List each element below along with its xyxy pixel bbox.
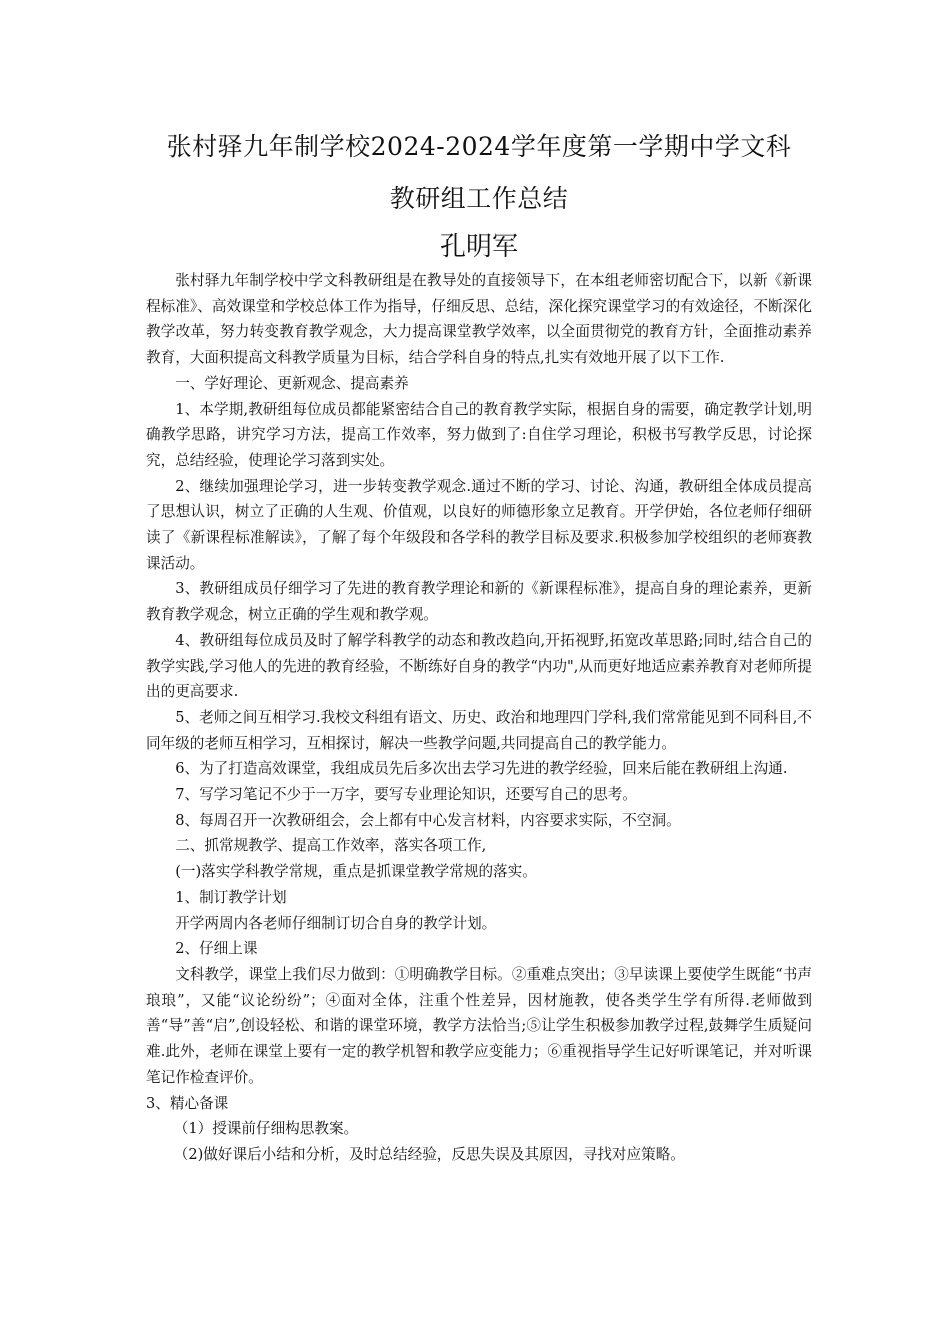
paragraph-plan: 开学两周内各老师仔细制订切合自身的教学计划。 [175, 914, 497, 932]
document-title-line-2: 教研组工作总结 [389, 184, 569, 213]
paragraph-class: 文科教学，课堂上我们尽力做到：①明确教学目标。②重难点突出；③早读课上要使学生既能“书声琅琅”，又能“议论纷纷”；④面对全体，注重个性差异，因材施教，使各类学生学有所得.老师做到善“导”善“启”,创设轻松、和谐的课堂环境，教学方法恰当;⑤让学生积极参加教学过程,鼓舞学生质疑问难.此外，老师在课堂上要有一定的教学机智和教学应变能力；⑥重视指导学生记好听课笔记，并对听课笔记作检查评价。 [146, 965, 812, 1086]
document-title-line-1: 张村驿九年制学校2024-2024学年度第一学期中学文科 [166, 132, 792, 161]
subsection-heading: (一)落实学科教学常规，重点是抓课堂教学常规的落实。 [175, 863, 537, 881]
paragraph-item-1: 1、本学期,教研组每位成员都能紧密结合自己的教育教学实际，根据自身的需要，确定教学计划,明确教学思路，讲究学习方法，提高工作效率，努力做到了:自住学习理论，积极书写教学反思，讨论探究，总结经验，使理论学习落到实处。 [146, 400, 812, 469]
paragraph-prep-2: （2)做好课后小结和分析，及时总结经验，反思失误及其原因，寻找对应策略。 [173, 1145, 685, 1163]
paragraph-item-7: 7、写学习笔记不少于一万字，要写专业理论知识，还要写自己的思考。 [175, 786, 637, 804]
document-body [146, 268, 812, 1168]
paragraph-item-3: 3、教研组成员仔细学习了先进的教育教学理论和新的《新课程标准》，提高自身的理论素养，更新教育教学观念，树立正确的学生观和教学观。 [146, 580, 812, 624]
paragraph-item-5: 5、老师之间互相学习.我校文科组有语文、历史、政治和地理四门学科,我们常常能见到不同科目,不同年级的老师互相学习，互相探讨，解决一些教学问题,共同提高自己的教学能力。 [146, 708, 812, 752]
document-author: 孔明军 [439, 232, 518, 262]
paragraph-item-6: 6、为了打造高效课堂，我组成员先后多次出去学习先进的教学经验，回来后能在教研组上沟通. [175, 760, 788, 778]
document-page [146, 132, 812, 1168]
section-heading-2: 二、抓常规教学、提高工作效率，落实各项工作, [175, 837, 487, 855]
paragraph-prep-1: （1）授课前仔细构思教案。 [173, 1120, 359, 1138]
paragraph-item-4: 4、教研组每位成员及时了解学科教学的动态和教改趋向,开拓视野,拓宽改革思路;同时,结合自己的教学实践,学习他人的先进的教育经验，不断练好自身的教学“内功",从而更好地适应素养教育对老师所提出的更高要求. [146, 631, 812, 701]
paragraph-item-8: 8、每周召开一次教研组会，会上都有中心发言材料，内容要求实际，不空洞。 [175, 811, 681, 829]
paragraph-intro: 张村驿九年制学校中学文科教研组是在教导处的直接领导下，在本组老师密切配合下，以新《新课程标准》、高效课堂和学校总体工作为指导，仔细反思、总结，深化探究课堂学习的有效途径，不断深化教学改革，努力转变教育教学观念，大力提高课堂教学效率，以全面贯彻党的教育方针，全面推动素养教育，大面积提高文科教学质量为目标，结合学科自身的特点,扎实有效地开展了以下工作. [146, 272, 812, 367]
item-heading-class: 2、仔细上课 [175, 940, 258, 958]
item-heading-plan: 1、制订教学计划 [175, 888, 287, 906]
section-heading-1: 一、学好理论、更新观念、提高素养 [175, 374, 409, 392]
item-heading-prep: 3、精心备课 [146, 1094, 229, 1112]
paragraph-item-2: 2、继续加强理论学习，进一步转变教学观念.通过不断的学习、讨论、沟通，教研组全体成员提高了思想认识，树立了正确的人生观、价值观，以良好的师德形象立足教育。开学伊始，各位老师仔细研读了《新课程标准解读》，了解了每个年级段和各学科的教学目标及要求.积极参加学校组织的老师赛教课活动。 [146, 477, 812, 572]
